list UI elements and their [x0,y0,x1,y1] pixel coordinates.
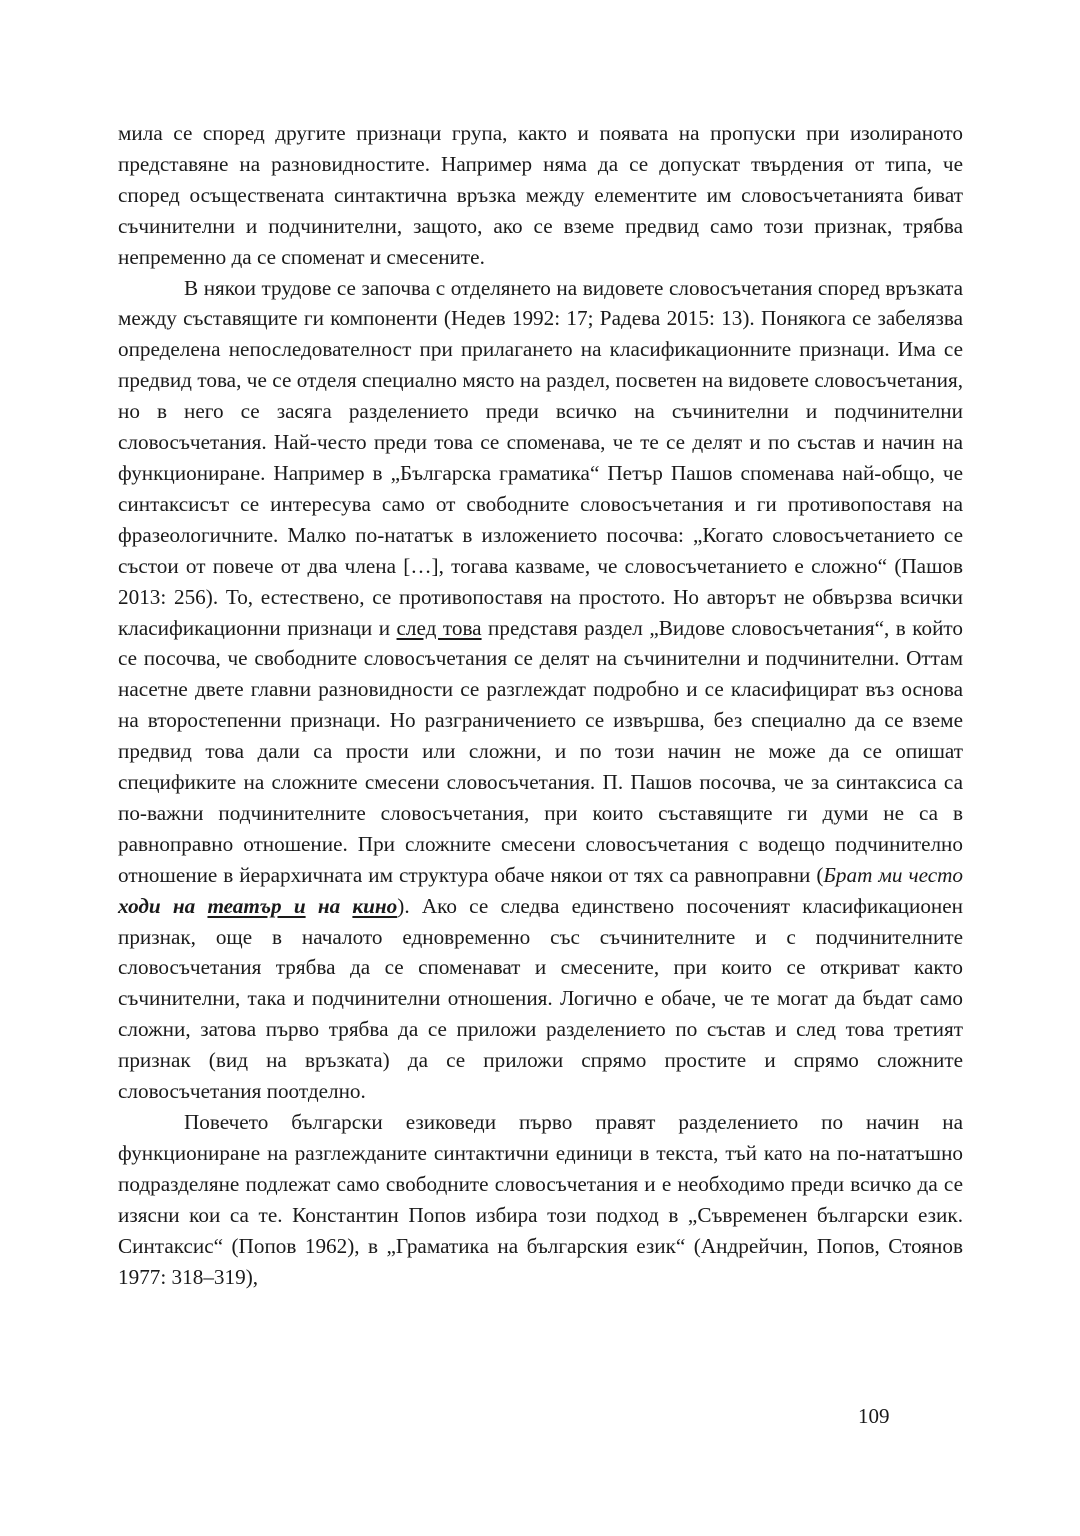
paragraph-1-text: мила се според другите признаци група, както и появата на пропуски при изолираното представяне на разновидностите. Например няма да се допускат твърдения от типа, че според осъществената синтактична връзка между елементите им словосъчетанията биват съчинителни и подчинителни, защото, ако се вземе предвид само този признак, трябва непременно да се споменат и смесените. [118,121,963,269]
paragraph-3-text: Повечето български езиковеди първо правят разделението по начин на функциониране на разглежданите синтактични единици в текста, тъй като на по-нататъшно подразделяне подлежат само свободните словосъчетания и е необходимо преди всичко да се изясни кои са те. Константин Попов избира този подход в „Съвременен български език. Синтаксис“ (Попов 1962), в „Граматика на българския език“ (Андрейчин, Попов, Стоянов 1977: 318–319), [118,1110,963,1289]
paragraph-2-part-1: В някои трудове се започва с отделянето на видовете словосъчетания според връзката между съставящите ги компоненти (Недев 1992: 17; Радева 2015: 13). Понякога се забелязва определена непоследователност при прилагането на класификационните признаци. Има се предвид това, че се отделя специално място на раздел, посветен на видовете словосъчетания, но в него се засяга разделението преди всичко на съчинителни и подчинителни словосъчетания. Най-често преди това се споменава, че те се делят и по състав и начин на функциониране. Например в „Българска граматика“ Петър Пашов споменава най-общо, че синтаксисът се интересува само от свободните словосъчетания и ги противопоставя на фразеологичните. Малко по-нататък в изложението посочва: „Когато словосъчетанието се състои от повече от два члена […], тогава казваме, че словосъчетанието е сложно“ (Пашов 2013: 256). То, естествено, се противопоставя на простото. Но авторът не обвързва всички класификационни признаци и [118,275,963,640]
page-body [118,118,963,1292]
paragraph-2-part-3: ). Ако се следва единствено посоченият класификационен признак, още в началото едновременно със съчинителните и с подчинителните словосъчетания трябва да се споменават и смесените, при които се откриват както съчинителни, така и подчинителни отношения. Логично е обаче, че те могат да бъдат само сложни, затова първо трябва да се приложи разделението по състав и след това третият признак (вид на връзката) да се приложи спрямо простите и спрямо сложните словосъчетания поотделно. [118,893,963,1104]
example-underlined-2: кино [352,893,398,918]
page-number: 109 [858,1404,890,1428]
paragraph-bulgarian-linguists [118,1107,963,1292]
example-bold-1: ходи на [118,893,208,918]
paragraph-2-part-2: представя раздел „Видове словосъчетания“, в който се посочва, че свободните словосъчетания се делят на съчинителни и подчинителни. Оттам насетне двете главни разновидности се разглеждат подробно и се класифицират въз основа на второстепенни признаци. Но разграничението се извършва, без специално да се вземе предвид това дали са прости или сложни, и по този начин не може да се опишат спецификите на сложните смесени словосъчетания. П. Пашов посочва, че за синтаксиса са по-важни подчинителните словосъчетания, при които съставящите ги думи не са в равноправно отношение. При сложните смесени словосъчетания с водещо подчинително отношение в йерархичната им структура обаче някои от тях са равноправни ( [118,615,963,887]
example-underlined-1: театър и [207,893,306,918]
paragraph-continued [118,118,963,273]
example-italic: Брат ми често [823,862,964,887]
underlined-phrase: след това [396,615,482,640]
paragraph-classification-order [118,273,963,1107]
example-bold-2: на [305,893,353,918]
